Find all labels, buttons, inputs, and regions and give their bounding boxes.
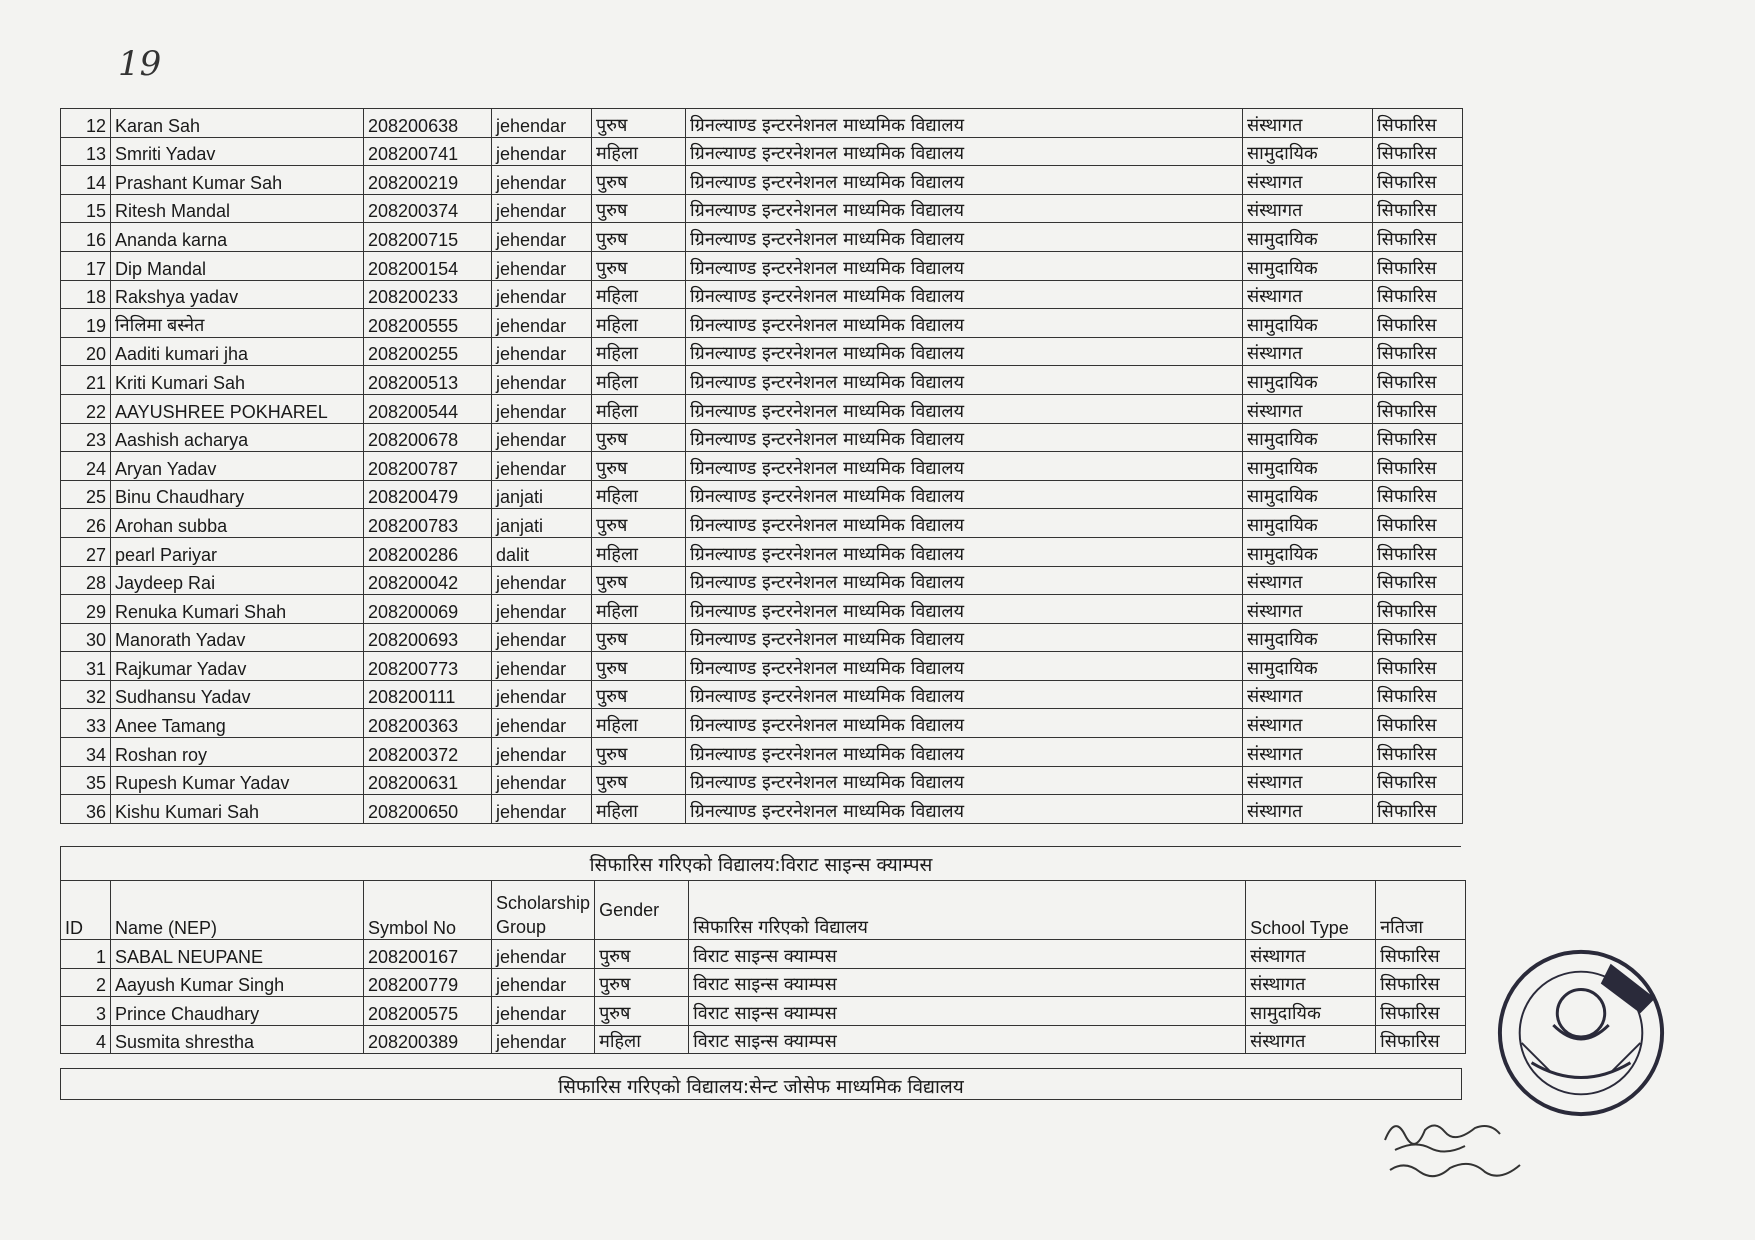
- cell-scholarship-group: jehendar: [492, 452, 592, 481]
- header-name: Name (NEP): [111, 881, 364, 940]
- cell-id: 18: [61, 280, 111, 309]
- cell-school: ग्रिनल्याण्ड इन्टरनेशनल माध्यमिक विद्यालय: [686, 337, 1243, 366]
- cell-school: ग्रिनल्याण्ड इन्टरनेशनल माध्यमिक विद्यालय: [686, 680, 1243, 709]
- cell-symbol-no: 208200255: [364, 337, 492, 366]
- cell-name: Prince Chaudhary: [111, 997, 364, 1026]
- cell-id: 1: [61, 940, 111, 969]
- cell-id: 14: [61, 166, 111, 195]
- cell-result: सिफारिस: [1373, 709, 1463, 738]
- cell-school-type: सामुदायिक: [1243, 509, 1373, 538]
- cell-school: ग्रिनल्याण्ड इन्टरनेशनल माध्यमिक विद्यालय: [686, 423, 1243, 452]
- cell-name: Aayush Kumar Singh: [111, 968, 364, 997]
- cell-school: ग्रिनल्याण्ड इन्टरनेशनल माध्यमिक विद्यालय: [686, 366, 1243, 395]
- cell-school-type: संस्थागत: [1243, 109, 1373, 138]
- cell-scholarship-group: jehendar: [492, 137, 592, 166]
- cell-school-type: संस्थागत: [1243, 680, 1373, 709]
- cell-result: सिफारिस: [1373, 166, 1463, 195]
- cell-scholarship-group: jehendar: [492, 680, 592, 709]
- cell-scholarship-group: jehendar: [492, 280, 592, 309]
- table-row: [61, 940, 1466, 969]
- cell-id: 15: [61, 194, 111, 223]
- cell-scholarship-group: jehendar: [492, 566, 592, 595]
- cell-gender: पुरुष: [595, 940, 689, 969]
- cell-school-type: संस्थागत: [1243, 394, 1373, 423]
- cell-id: 22: [61, 394, 111, 423]
- cell-symbol-no: 208200783: [364, 509, 492, 538]
- cell-scholarship-group: jehendar: [492, 968, 595, 997]
- school-table-greenland: [60, 108, 1463, 824]
- table-row: [61, 194, 1463, 223]
- cell-school: ग्रिनल्याण्ड इन्टरनेशनल माध्यमिक विद्यालय: [686, 623, 1243, 652]
- cell-school-type: संस्थागत: [1243, 709, 1373, 738]
- cell-school: ग्रिनल्याण्ड इन्टरनेशनल माध्यमिक विद्यालय: [686, 309, 1243, 338]
- cell-school-type: सामुदायिक: [1243, 652, 1373, 681]
- cell-school-type: संस्थागत: [1243, 566, 1373, 595]
- cell-name: Ritesh Mandal: [111, 194, 364, 223]
- header-result: नतिजा: [1376, 881, 1466, 940]
- cell-gender: महिला: [592, 280, 686, 309]
- cell-result: सिफारिस: [1373, 452, 1463, 481]
- cell-id: 32: [61, 680, 111, 709]
- cell-scholarship-group: jehendar: [492, 623, 592, 652]
- table-row: [61, 997, 1466, 1026]
- cell-id: 30: [61, 623, 111, 652]
- cell-result: सिफारिस: [1376, 968, 1466, 997]
- cell-scholarship-group: jehendar: [492, 166, 592, 195]
- cell-id: 34: [61, 738, 111, 767]
- cell-school: ग्रिनल्याण्ड इन्टरनेशनल माध्यमिक विद्यालय: [686, 566, 1243, 595]
- cell-scholarship-group: jehendar: [492, 795, 592, 824]
- cell-school: ग्रिनल्याण्ड इन्टरनेशनल माध्यमिक विद्यालय: [686, 194, 1243, 223]
- table-row: [61, 680, 1463, 709]
- cell-school: ग्रिनल्याण्ड इन्टरनेशनल माध्यमिक विद्यालय: [686, 394, 1243, 423]
- cell-id: 20: [61, 337, 111, 366]
- cell-id: 16: [61, 223, 111, 252]
- table-row: [61, 795, 1463, 824]
- cell-symbol-no: 208200678: [364, 423, 492, 452]
- cell-result: सिफारिस: [1373, 394, 1463, 423]
- cell-gender: महिला: [592, 709, 686, 738]
- cell-school-type: सामुदायिक: [1243, 251, 1373, 280]
- cell-symbol-no: 208200363: [364, 709, 492, 738]
- header-id: ID: [61, 881, 111, 940]
- table-row: [61, 423, 1463, 452]
- table-row: [61, 309, 1463, 338]
- cell-symbol-no: 208200787: [364, 452, 492, 481]
- cell-school: ग्रिनल्याण्ड इन्टरनेशनल माध्यमिक विद्यालय: [686, 595, 1243, 624]
- cell-gender: महिला: [592, 137, 686, 166]
- cell-result: सिफारिस: [1373, 337, 1463, 366]
- school-table-birat: [60, 880, 1466, 1054]
- cell-name: Kishu Kumari Sah: [111, 795, 364, 824]
- cell-scholarship-group: jehendar: [492, 394, 592, 423]
- cell-name: Rakshya yadav: [111, 280, 364, 309]
- cell-scholarship-group: jehendar: [492, 423, 592, 452]
- table-row: [61, 366, 1463, 395]
- cell-scholarship-group: jehendar: [492, 940, 595, 969]
- cell-id: 12: [61, 109, 111, 138]
- cell-gender: पुरुष: [592, 194, 686, 223]
- table-row: [61, 652, 1463, 681]
- cell-scholarship-group: dalit: [492, 537, 592, 566]
- table-row: [61, 509, 1463, 538]
- cell-symbol-no: 208200638: [364, 109, 492, 138]
- cell-symbol-no: 208200167: [364, 940, 492, 969]
- table-row: [61, 166, 1463, 195]
- cell-scholarship-group: janjati: [492, 480, 592, 509]
- cell-scholarship-group: jehendar: [492, 194, 592, 223]
- cell-id: 26: [61, 509, 111, 538]
- cell-result: सिफारिस: [1373, 109, 1463, 138]
- cell-id: 21: [61, 366, 111, 395]
- cell-school-type: संस्थागत: [1243, 766, 1373, 795]
- cell-school-type: सामुदायिक: [1243, 423, 1373, 452]
- cell-gender: पुरुष: [592, 223, 686, 252]
- cell-school-type: संस्थागत: [1243, 337, 1373, 366]
- cell-symbol-no: 208200773: [364, 652, 492, 681]
- cell-id: 28: [61, 566, 111, 595]
- cell-gender: महिला: [592, 337, 686, 366]
- cell-symbol-no: 208200650: [364, 795, 492, 824]
- cell-name: Aashish acharya: [111, 423, 364, 452]
- cell-result: सिफारिस: [1376, 997, 1466, 1026]
- cell-name: pearl Pariyar: [111, 537, 364, 566]
- cell-result: सिफारिस: [1373, 280, 1463, 309]
- cell-scholarship-group: jehendar: [492, 109, 592, 138]
- cell-school: विराट साइन्स क्याम्पस: [689, 1025, 1246, 1054]
- table-row: [61, 394, 1463, 423]
- cell-school-type: संस्थागत: [1243, 595, 1373, 624]
- cell-school-type: संस्थागत: [1243, 166, 1373, 195]
- table-row: [61, 480, 1463, 509]
- cell-result: सिफारिस: [1373, 680, 1463, 709]
- table-row: [61, 566, 1463, 595]
- cell-name: AAYUSHREE POKHAREL: [111, 394, 364, 423]
- cell-school: ग्रिनल्याण्ड इन्टरनेशनल माध्यमिक विद्यालय: [686, 452, 1243, 481]
- table-row: [61, 766, 1463, 795]
- cell-result: सिफारिस: [1373, 423, 1463, 452]
- cell-name: Prashant Kumar Sah: [111, 166, 364, 195]
- cell-school: विराट साइन्स क्याम्पस: [689, 997, 1246, 1026]
- cell-school: ग्रिनल्याण्ड इन्टरनेशनल माध्यमिक विद्यालय: [686, 709, 1243, 738]
- cell-school-type: संस्थागत: [1243, 280, 1373, 309]
- table-row: [61, 968, 1466, 997]
- cell-name: Aryan Yadav: [111, 452, 364, 481]
- cell-school-type: सामुदायिक: [1243, 223, 1373, 252]
- cell-school-type: सामुदायिक: [1246, 997, 1376, 1026]
- cell-result: सिफारिस: [1373, 194, 1463, 223]
- cell-gender: पुरुष: [592, 738, 686, 767]
- cell-id: 3: [61, 997, 111, 1026]
- cell-school: ग्रिनल्याण्ड इन्टरनेशनल माध्यमिक विद्यालय: [686, 480, 1243, 509]
- table-row: [61, 223, 1463, 252]
- cell-result: सिफारिस: [1373, 366, 1463, 395]
- cell-id: 33: [61, 709, 111, 738]
- cell-symbol-no: 208200111: [364, 680, 492, 709]
- cell-scholarship-group: jehendar: [492, 595, 592, 624]
- header-gender: Gender: [595, 881, 689, 940]
- cell-gender: पुरुष: [592, 109, 686, 138]
- table-row: [61, 1025, 1466, 1054]
- cell-id: 19: [61, 309, 111, 338]
- cell-name: Susmita shrestha: [111, 1025, 364, 1054]
- cell-id: 27: [61, 537, 111, 566]
- table-row: [61, 537, 1463, 566]
- cell-gender: महिला: [592, 309, 686, 338]
- cell-gender: पुरुष: [592, 509, 686, 538]
- cell-scholarship-group: jehendar: [492, 366, 592, 395]
- cell-result: सिफारिस: [1373, 595, 1463, 624]
- cell-scholarship-group: jehendar: [492, 766, 592, 795]
- table-row: [61, 595, 1463, 624]
- cell-id: 25: [61, 480, 111, 509]
- cell-school: ग्रिनल्याण्ड इन्टरनेशनल माध्यमिक विद्यालय: [686, 109, 1243, 138]
- cell-school: ग्रिनल्याण्ड इन्टरनेशनल माध्यमिक विद्यालय: [686, 166, 1243, 195]
- cell-school-type: संस्थागत: [1246, 968, 1376, 997]
- cell-result: सिफारिस: [1373, 766, 1463, 795]
- cell-id: 4: [61, 1025, 111, 1054]
- cell-name: Kriti Kumari Sah: [111, 366, 364, 395]
- cell-name: Sudhansu Yadav: [111, 680, 364, 709]
- cell-result: सिफारिस: [1373, 537, 1463, 566]
- cell-id: 17: [61, 251, 111, 280]
- cell-school-type: संस्थागत: [1243, 738, 1373, 767]
- cell-id: 13: [61, 137, 111, 166]
- cell-symbol-no: 208200372: [364, 738, 492, 767]
- cell-gender: महिला: [592, 595, 686, 624]
- cell-symbol-no: 208200513: [364, 366, 492, 395]
- cell-scholarship-group: jehendar: [492, 652, 592, 681]
- cell-name: Renuka Kumari Shah: [111, 595, 364, 624]
- cell-symbol-no: 208200389: [364, 1025, 492, 1054]
- cell-name: Binu Chaudhary: [111, 480, 364, 509]
- cell-school-type: सामुदायिक: [1243, 623, 1373, 652]
- table-row: [61, 337, 1463, 366]
- cell-gender: महिला: [592, 480, 686, 509]
- cell-school: ग्रिनल्याण्ड इन्टरनेशनल माध्यमिक विद्यालय: [686, 652, 1243, 681]
- cell-school-type: सामुदायिक: [1243, 309, 1373, 338]
- cell-symbol-no: 208200741: [364, 137, 492, 166]
- cell-gender: महिला: [595, 1025, 689, 1054]
- cell-scholarship-group: jehendar: [492, 997, 595, 1026]
- cell-id: 23: [61, 423, 111, 452]
- cell-gender: पुरुष: [592, 251, 686, 280]
- cell-id: 36: [61, 795, 111, 824]
- section-title-saint-joseph: सिफारिस गरिएको विद्यालय:सेन्ट जोसेफ माध्यमिक विद्यालय: [60, 1068, 1462, 1100]
- cell-symbol-no: 208200555: [364, 309, 492, 338]
- cell-school: ग्रिनल्याण्ड इन्टरनेशनल माध्यमिक विद्यालय: [686, 509, 1243, 538]
- cell-result: सिफारिस: [1373, 251, 1463, 280]
- cell-result: सिफारिस: [1373, 795, 1463, 824]
- cell-gender: पुरुष: [592, 680, 686, 709]
- header-school-type: School Type: [1246, 881, 1376, 940]
- cell-scholarship-group: jehendar: [492, 251, 592, 280]
- cell-result: सिफारिस: [1373, 566, 1463, 595]
- cell-school: ग्रिनल्याण्ड इन्टरनेशनल माध्यमिक विद्यालय: [686, 766, 1243, 795]
- table-row: [61, 623, 1463, 652]
- cell-name: Anee Tamang: [111, 709, 364, 738]
- cell-gender: महिला: [592, 537, 686, 566]
- cell-school-type: सामुदायिक: [1243, 366, 1373, 395]
- cell-symbol-no: 208200544: [364, 394, 492, 423]
- table-row: [61, 137, 1463, 166]
- cell-gender: पुरुष: [592, 766, 686, 795]
- cell-school-type: सामुदायिक: [1243, 452, 1373, 481]
- cell-symbol-no: 208200042: [364, 566, 492, 595]
- section-title-birat-science-campus: सिफारिस गरिएको विद्यालय:विराट साइन्स क्याम्पस: [60, 846, 1461, 881]
- cell-id: 24: [61, 452, 111, 481]
- cell-gender: पुरुष: [592, 166, 686, 195]
- cell-symbol-no: 208200779: [364, 968, 492, 997]
- cell-school: ग्रिनल्याण्ड इन्टरनेशनल माध्यमिक विद्यालय: [686, 251, 1243, 280]
- table-row: [61, 709, 1463, 738]
- header-group: Scholarship Group: [492, 881, 595, 940]
- cell-symbol-no: 208200479: [364, 480, 492, 509]
- table-row: [61, 109, 1463, 138]
- cell-name: Dip Mandal: [111, 251, 364, 280]
- cell-name: Ananda karna: [111, 223, 364, 252]
- cell-result: सिफारिस: [1376, 940, 1466, 969]
- cell-school: विराट साइन्स क्याम्पस: [689, 968, 1246, 997]
- cell-scholarship-group: janjati: [492, 509, 592, 538]
- cell-symbol-no: 208200693: [364, 623, 492, 652]
- cell-school: ग्रिनल्याण्ड इन्टरनेशनल माध्यमिक विद्यालय: [686, 223, 1243, 252]
- table-row: [61, 280, 1463, 309]
- cell-name: Jaydeep Rai: [111, 566, 364, 595]
- cell-school-type: सामुदायिक: [1243, 480, 1373, 509]
- cell-scholarship-group: jehendar: [492, 709, 592, 738]
- cell-school-type: सामुदायिक: [1243, 137, 1373, 166]
- cell-scholarship-group: jehendar: [492, 738, 592, 767]
- table-row: [61, 738, 1463, 767]
- cell-id: 31: [61, 652, 111, 681]
- cell-result: सिफारिस: [1376, 1025, 1466, 1054]
- cell-result: सिफारिस: [1373, 652, 1463, 681]
- cell-scholarship-group: jehendar: [492, 223, 592, 252]
- page-number: 19: [118, 44, 162, 84]
- table-header-row: [61, 881, 1466, 940]
- cell-school: ग्रिनल्याण्ड इन्टरनेशनल माध्यमिक विद्यालय: [686, 137, 1243, 166]
- cell-gender: पुरुष: [595, 997, 689, 1026]
- cell-symbol-no: 208200631: [364, 766, 492, 795]
- cell-gender: पुरुष: [592, 423, 686, 452]
- cell-gender: महिला: [592, 366, 686, 395]
- cell-symbol-no: 208200154: [364, 251, 492, 280]
- cell-school: ग्रिनल्याण्ड इन्टरनेशनल माध्यमिक विद्यालय: [686, 280, 1243, 309]
- cell-scholarship-group: jehendar: [492, 309, 592, 338]
- cell-id: 2: [61, 968, 111, 997]
- cell-gender: पुरुष: [595, 968, 689, 997]
- cell-symbol-no: 208200219: [364, 166, 492, 195]
- cell-result: सिफारिस: [1373, 480, 1463, 509]
- cell-name: Arohan subba: [111, 509, 364, 538]
- cell-id: 29: [61, 595, 111, 624]
- cell-school: ग्रिनल्याण्ड इन्टरनेशनल माध्यमिक विद्यालय: [686, 537, 1243, 566]
- cell-name: Smriti Yadav: [111, 137, 364, 166]
- cell-school-type: संस्थागत: [1246, 1025, 1376, 1054]
- cell-name: Aaditi kumari jha: [111, 337, 364, 366]
- cell-result: सिफारिस: [1373, 309, 1463, 338]
- cell-symbol-no: 208200286: [364, 537, 492, 566]
- cell-symbol-no: 208200715: [364, 223, 492, 252]
- cell-school: ग्रिनल्याण्ड इन्टरनेशनल माध्यमिक विद्यालय: [686, 795, 1243, 824]
- cell-name: Rupesh Kumar Yadav: [111, 766, 364, 795]
- cell-gender: महिला: [592, 394, 686, 423]
- cell-result: सिफारिस: [1373, 509, 1463, 538]
- cell-id: 35: [61, 766, 111, 795]
- cell-result: सिफारिस: [1373, 223, 1463, 252]
- official-seal-icon: [1492, 944, 1670, 1122]
- cell-school-type: सामुदायिक: [1243, 537, 1373, 566]
- cell-school-type: संस्थागत: [1246, 940, 1376, 969]
- table-row: [61, 251, 1463, 280]
- signature-icon: [1375, 1110, 1535, 1190]
- cell-scholarship-group: jehendar: [492, 337, 592, 366]
- cell-gender: पुरुष: [592, 566, 686, 595]
- cell-result: सिफारिस: [1373, 738, 1463, 767]
- cell-scholarship-group: jehendar: [492, 1025, 595, 1054]
- cell-symbol-no: 208200374: [364, 194, 492, 223]
- cell-name: Rajkumar Yadav: [111, 652, 364, 681]
- cell-name: Manorath Yadav: [111, 623, 364, 652]
- cell-result: सिफारिस: [1373, 623, 1463, 652]
- table-row: [61, 452, 1463, 481]
- header-school: सिफारिस गरिएको विद्यालय: [689, 881, 1246, 940]
- cell-symbol-no: 208200575: [364, 997, 492, 1026]
- cell-gender: पुरुष: [592, 452, 686, 481]
- cell-result: सिफारिस: [1373, 137, 1463, 166]
- cell-school: विराट साइन्स क्याम्पस: [689, 940, 1246, 969]
- header-symbol: Symbol No: [364, 881, 492, 940]
- cell-name: निलिमा बस्नेत: [111, 309, 364, 338]
- cell-name: SABAL NEUPANE: [111, 940, 364, 969]
- cell-gender: महिला: [592, 795, 686, 824]
- cell-name: Roshan roy: [111, 738, 364, 767]
- cell-gender: पुरुष: [592, 652, 686, 681]
- cell-name: Karan Sah: [111, 109, 364, 138]
- cell-symbol-no: 208200233: [364, 280, 492, 309]
- cell-gender: पुरुष: [592, 623, 686, 652]
- cell-school-type: संस्थागत: [1243, 194, 1373, 223]
- cell-school-type: संस्थागत: [1243, 795, 1373, 824]
- cell-school: ग्रिनल्याण्ड इन्टरनेशनल माध्यमिक विद्यालय: [686, 738, 1243, 767]
- cell-symbol-no: 208200069: [364, 595, 492, 624]
